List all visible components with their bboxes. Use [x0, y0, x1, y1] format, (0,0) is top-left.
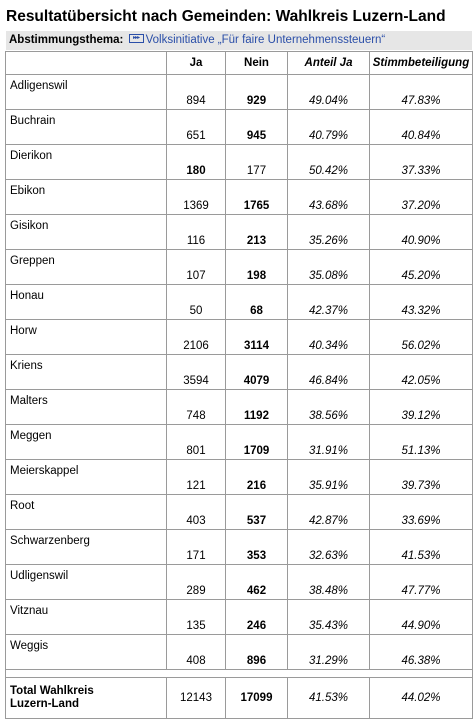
anteil-ja: 35.43%: [288, 600, 370, 635]
stimmbeteiligung: 44.90%: [370, 600, 473, 635]
stimmbeteiligung: 41.53%: [370, 530, 473, 565]
municipality-name: Gisikon: [6, 215, 167, 250]
stimmbeteiligung: 40.84%: [370, 110, 473, 145]
nein-votes: 216: [226, 460, 288, 495]
total-stimmbeteiligung: 44.02%: [370, 678, 473, 719]
stimmbeteiligung: 47.83%: [370, 75, 473, 110]
nein-votes: 1709: [226, 425, 288, 460]
table-row: [6, 285, 473, 320]
stimmbeteiligung: 39.73%: [370, 460, 473, 495]
table-row: [6, 250, 473, 285]
municipality-name: Schwarzenberg: [6, 530, 167, 565]
stimmbeteiligung: 51.13%: [370, 425, 473, 460]
column-header-stimmbeteiligung: Stimmbeteiligung: [370, 52, 473, 75]
nein-votes: 353: [226, 530, 288, 565]
anteil-ja: 31.29%: [288, 635, 370, 670]
anteil-ja: 43.68%: [288, 180, 370, 215]
anteil-ja: 31.91%: [288, 425, 370, 460]
nein-votes: 246: [226, 600, 288, 635]
table-header-row: [6, 52, 473, 75]
nein-votes: 4079: [226, 355, 288, 390]
table-row: [6, 425, 473, 460]
stimmbeteiligung: 33.69%: [370, 495, 473, 530]
ja-votes: 121: [167, 460, 226, 495]
table-row: [6, 320, 473, 355]
stimmbeteiligung: 46.38%: [370, 635, 473, 670]
anteil-ja: 42.87%: [288, 495, 370, 530]
total-name-line2: Luzern-Land: [10, 698, 79, 710]
ja-votes: 116: [167, 215, 226, 250]
column-header-anteil-ja: Anteil Ja: [288, 52, 370, 75]
stimmbeteiligung: 56.02%: [370, 320, 473, 355]
ja-votes: 135: [167, 600, 226, 635]
table-row: [6, 390, 473, 425]
ja-votes: 3594: [167, 355, 226, 390]
table-row: [6, 75, 473, 110]
nein-votes: 462: [226, 565, 288, 600]
total-row: [6, 678, 473, 719]
total-ja: 12143: [167, 678, 226, 719]
table-row: [6, 180, 473, 215]
ja-votes: 2106: [167, 320, 226, 355]
ja-votes: 801: [167, 425, 226, 460]
nein-votes: 213: [226, 215, 288, 250]
stimmbeteiligung: 37.20%: [370, 180, 473, 215]
ja-votes: 1369: [167, 180, 226, 215]
table-row: [6, 110, 473, 145]
municipality-name: Ebikon: [6, 180, 167, 215]
ja-votes: 894: [167, 75, 226, 110]
anteil-ja: 38.56%: [288, 390, 370, 425]
ja-votes: 651: [167, 110, 226, 145]
nein-votes: 1765: [226, 180, 288, 215]
nein-votes: 177: [226, 145, 288, 180]
municipality-name: Honau: [6, 285, 167, 320]
ja-votes: 408: [167, 635, 226, 670]
anteil-ja: 32.63%: [288, 530, 370, 565]
municipality-name: Weggis: [6, 635, 167, 670]
nein-votes: 929: [226, 75, 288, 110]
anteil-ja: 42.37%: [288, 285, 370, 320]
municipality-name: Udligenswil: [6, 565, 167, 600]
municipality-name: Greppen: [6, 250, 167, 285]
nein-votes: 896: [226, 635, 288, 670]
nein-votes: 198: [226, 250, 288, 285]
stimmbeteiligung: 42.05%: [370, 355, 473, 390]
stimmbeteiligung: 47.77%: [370, 565, 473, 600]
nein-votes: 3114: [226, 320, 288, 355]
total-name-line1: Total Wahlkreis: [10, 685, 94, 697]
municipality-name: Buchrain: [6, 110, 167, 145]
ja-votes: 107: [167, 250, 226, 285]
anteil-ja: 46.84%: [288, 355, 370, 390]
forward-arrow-icon: ▸▸▸: [129, 34, 144, 43]
nein-votes: 1192: [226, 390, 288, 425]
anteil-ja: 35.08%: [288, 250, 370, 285]
municipality-name: Dierikon: [6, 145, 167, 180]
column-header-nein: Nein: [226, 52, 288, 75]
anteil-ja: 50.42%: [288, 145, 370, 180]
municipality-name: Vitznau: [6, 600, 167, 635]
column-header-ja: Ja: [167, 52, 226, 75]
topic-label: Abstimmungsthema:: [9, 34, 124, 46]
table-row: [6, 565, 473, 600]
nein-votes: 945: [226, 110, 288, 145]
table-row: [6, 530, 473, 565]
municipality-name: Meierskappel: [6, 460, 167, 495]
page-title: Resultatübersicht nach Gemeinden: Wahlkreis Luzern-Land: [6, 8, 446, 25]
nein-votes: 68: [226, 285, 288, 320]
topic-link[interactable]: Volksinitiative „Für faire Unternehmenssteuern“: [145, 34, 386, 46]
table-row: [6, 635, 473, 670]
total-name: [6, 678, 167, 719]
table-row: [6, 460, 473, 495]
municipality-name: Root: [6, 495, 167, 530]
anteil-ja: 35.91%: [288, 460, 370, 495]
municipality-name: Adligenswil: [6, 75, 167, 110]
anteil-ja: 40.34%: [288, 320, 370, 355]
ja-votes: 748: [167, 390, 226, 425]
topic-bar: [6, 31, 472, 50]
ja-votes: 403: [167, 495, 226, 530]
table-row: [6, 495, 473, 530]
anteil-ja: 40.79%: [288, 110, 370, 145]
table-row: [6, 215, 473, 250]
anteil-ja: 38.48%: [288, 565, 370, 600]
table-row: [6, 145, 473, 180]
municipality-name: Meggen: [6, 425, 167, 460]
municipality-name: Horw: [6, 320, 167, 355]
spacer-row: [6, 670, 473, 678]
municipality-name: Kriens: [6, 355, 167, 390]
stimmbeteiligung: 40.90%: [370, 215, 473, 250]
anteil-ja: 35.26%: [288, 215, 370, 250]
municipality-name: Malters: [6, 390, 167, 425]
total-nein: 17099: [226, 678, 288, 719]
anteil-ja: 49.04%: [288, 75, 370, 110]
column-header-name: [6, 52, 167, 75]
nein-votes: 537: [226, 495, 288, 530]
table-row: [6, 355, 473, 390]
table-row: [6, 600, 473, 635]
stimmbeteiligung: 45.20%: [370, 250, 473, 285]
total-anteil-ja: 41.53%: [288, 678, 370, 719]
ja-votes: 289: [167, 565, 226, 600]
stimmbeteiligung: 43.32%: [370, 285, 473, 320]
ja-votes: 50: [167, 285, 226, 320]
results-table: [5, 51, 473, 719]
ja-votes: 171: [167, 530, 226, 565]
ja-votes: 180: [167, 145, 226, 180]
stimmbeteiligung: 37.33%: [370, 145, 473, 180]
stimmbeteiligung: 39.12%: [370, 390, 473, 425]
